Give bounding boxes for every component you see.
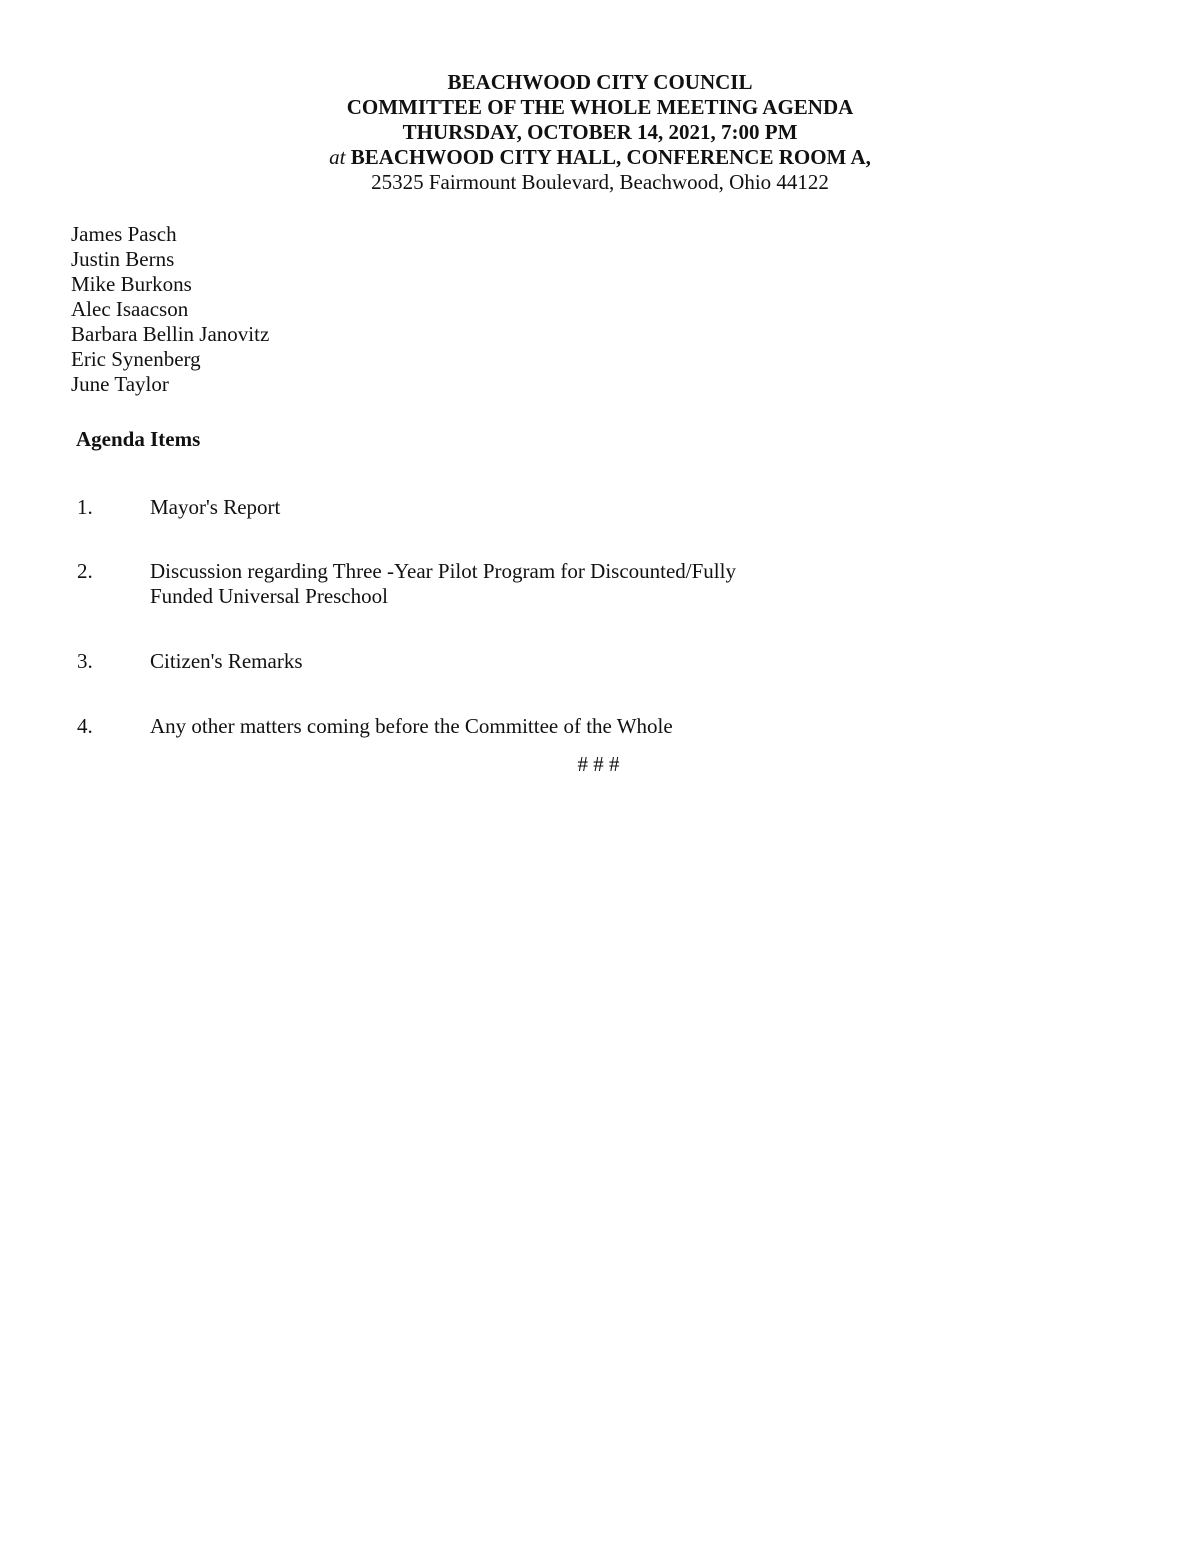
- agenda-item-text: [150, 649, 850, 674]
- agenda-item-text: [150, 714, 850, 739]
- agenda-item-number: 2.: [77, 559, 93, 583]
- council-member: Alec Isaacson: [71, 297, 189, 321]
- agenda-item-line: Discussion regarding Three -Year Pilot Program for Discounted/Fully: [150, 559, 736, 583]
- council-members-list: [71, 222, 269, 397]
- council-title: BEACHWOOD CITY COUNCIL: [447, 70, 753, 94]
- council-member: Barbara Bellin Janovitz: [71, 322, 270, 346]
- location-prefix: at: [329, 145, 346, 169]
- agenda-item-text: [150, 495, 850, 520]
- council-member: Eric Synenberg: [71, 347, 201, 371]
- meeting-location: [0, 145, 1200, 170]
- end-mark: # # #: [577, 752, 620, 776]
- meeting-title: COMMITTEE OF THE WHOLE MEETING AGENDA: [346, 95, 854, 119]
- council-member: James Pasch: [71, 222, 177, 246]
- agenda-heading: Agenda Items: [76, 427, 201, 451]
- agenda-item-line: Funded Universal Preschool: [150, 584, 388, 608]
- meeting-address: 25325 Fairmount Boulevard, Beachwood, Ohio 44122: [371, 170, 829, 194]
- agenda-header: [0, 70, 1200, 195]
- location-name: BEACHWOOD CITY HALL, CONFERENCE ROOM A,: [350, 145, 871, 169]
- council-member: June Taylor: [71, 372, 169, 396]
- council-member: Mike Burkons: [71, 272, 192, 296]
- council-member: Justin Berns: [71, 247, 175, 271]
- agenda-item-number: 3.: [77, 649, 93, 673]
- agenda-item-text: [150, 559, 850, 609]
- agenda-item-line: Citizen's Remarks: [150, 649, 303, 673]
- agenda-item-number: 4.: [77, 714, 93, 738]
- agenda-item-line: Mayor's Report: [150, 495, 281, 519]
- meeting-date-time: THURSDAY, OCTOBER 14, 2021, 7:00 PM: [402, 120, 798, 144]
- agenda-item-number: 1.: [77, 495, 93, 519]
- agenda-item-line: Any other matters coming before the Committee of the Whole: [150, 714, 673, 738]
